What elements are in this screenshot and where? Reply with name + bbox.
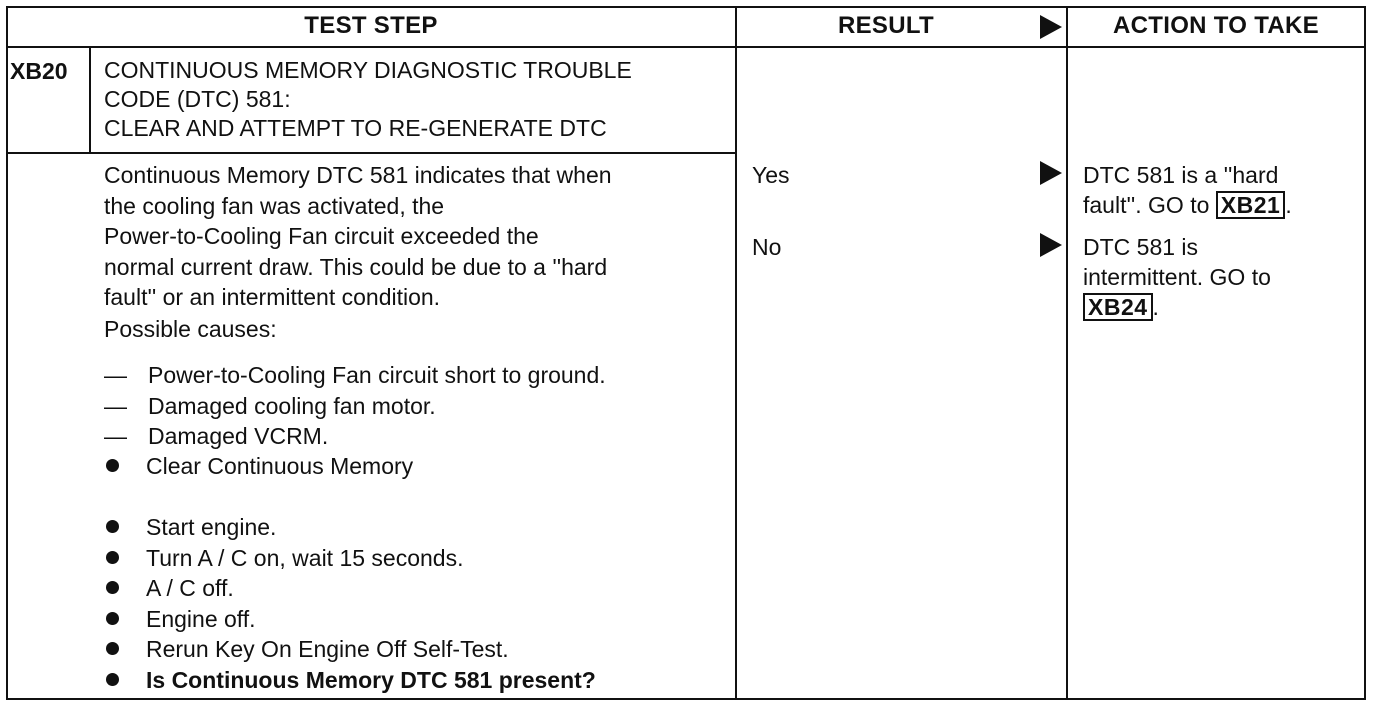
bullet-icon	[106, 612, 119, 625]
result-no-arrow-icon	[1040, 233, 1062, 257]
description-line: the cooling fan was activated, the	[104, 192, 445, 219]
title-bottom-border	[6, 152, 736, 154]
action-no-period: .	[1152, 294, 1159, 320]
cause-text: Power-to-Cooling Fan circuit short to ground.	[148, 362, 606, 388]
action-no-line-3	[1083, 292, 1159, 322]
step-id-divider	[89, 46, 91, 154]
description-line: fault'' or an intermittent condition.	[104, 284, 441, 310]
header-bottom-border	[6, 46, 1366, 48]
description-line: Continuous Memory DTC 581 indicates that when	[104, 162, 612, 188]
possible-causes-heading: Possible causes:	[104, 316, 277, 342]
procedure-text: Start engine.	[146, 514, 277, 540]
goto-xb21-link[interactable]: XB21	[1216, 191, 1286, 219]
procedure-question: Is Continuous Memory DTC 581 present?	[146, 666, 596, 693]
procedure-text: Turn A / C on, wait 15 seconds.	[146, 544, 464, 571]
description-line: normal current draw. This could be due to a ''hard	[104, 253, 608, 280]
step-title	[104, 56, 632, 143]
header-arrow-icon	[1040, 15, 1062, 39]
table-left-border	[6, 6, 8, 700]
procedure-text: A / C off.	[146, 575, 234, 601]
action-yes-text: fault''. GO to	[1083, 192, 1216, 218]
table-right-border	[1364, 6, 1366, 700]
result-yes-arrow-icon	[1040, 161, 1062, 185]
header-test-step: TEST STEP	[304, 12, 438, 39]
step-description	[104, 160, 612, 313]
procedure-text: Rerun Key On Engine Off Self-Test.	[146, 636, 509, 662]
bullet-icon	[106, 581, 119, 594]
dash-marker: —	[104, 423, 127, 449]
table-bottom-border	[6, 698, 1366, 700]
dash-marker: —	[104, 392, 127, 419]
header-result: RESULT	[837, 12, 935, 39]
description-line: Power-to-Cooling Fan circuit exceeded the	[104, 223, 539, 249]
table-top-border	[6, 6, 1366, 8]
result-action-divider	[1066, 6, 1068, 700]
bullet-icon	[106, 520, 119, 533]
action-yes-period: .	[1285, 192, 1292, 218]
action-no-line-1: DTC 581 is	[1083, 234, 1199, 260]
cause-text: Damaged cooling fan motor.	[148, 392, 436, 419]
step-title-line: CODE (DTC) 581:	[104, 86, 291, 112]
dash-marker: —	[104, 362, 127, 388]
action-no-line-2: intermittent. GO to	[1083, 264, 1271, 290]
goto-xb24-link[interactable]: XB24	[1083, 293, 1153, 321]
result-yes: Yes	[752, 162, 790, 188]
procedure-text: Clear Continuous Memory	[146, 453, 414, 479]
step-title-line: CLEAR AND ATTEMPT TO RE-GENERATE DTC	[104, 115, 607, 141]
bullet-icon	[106, 551, 119, 564]
header-action-to-take: ACTION TO TAKE	[1113, 12, 1319, 39]
teststep-result-divider	[735, 6, 737, 700]
bullet-icon	[106, 459, 119, 472]
cause-text: Damaged VCRM.	[148, 423, 329, 449]
step-title-line: CONTINUOUS MEMORY DIAGNOSTIC TROUBLE	[104, 57, 632, 83]
bullet-icon	[106, 642, 119, 655]
procedure-text: Engine off.	[146, 605, 256, 632]
result-no: No	[752, 234, 782, 260]
step-id: XB20	[10, 58, 68, 84]
action-yes-line-2	[1083, 190, 1292, 220]
action-yes-line-1: DTC 581 is a ''hard	[1083, 162, 1279, 188]
bullet-icon	[106, 673, 119, 686]
